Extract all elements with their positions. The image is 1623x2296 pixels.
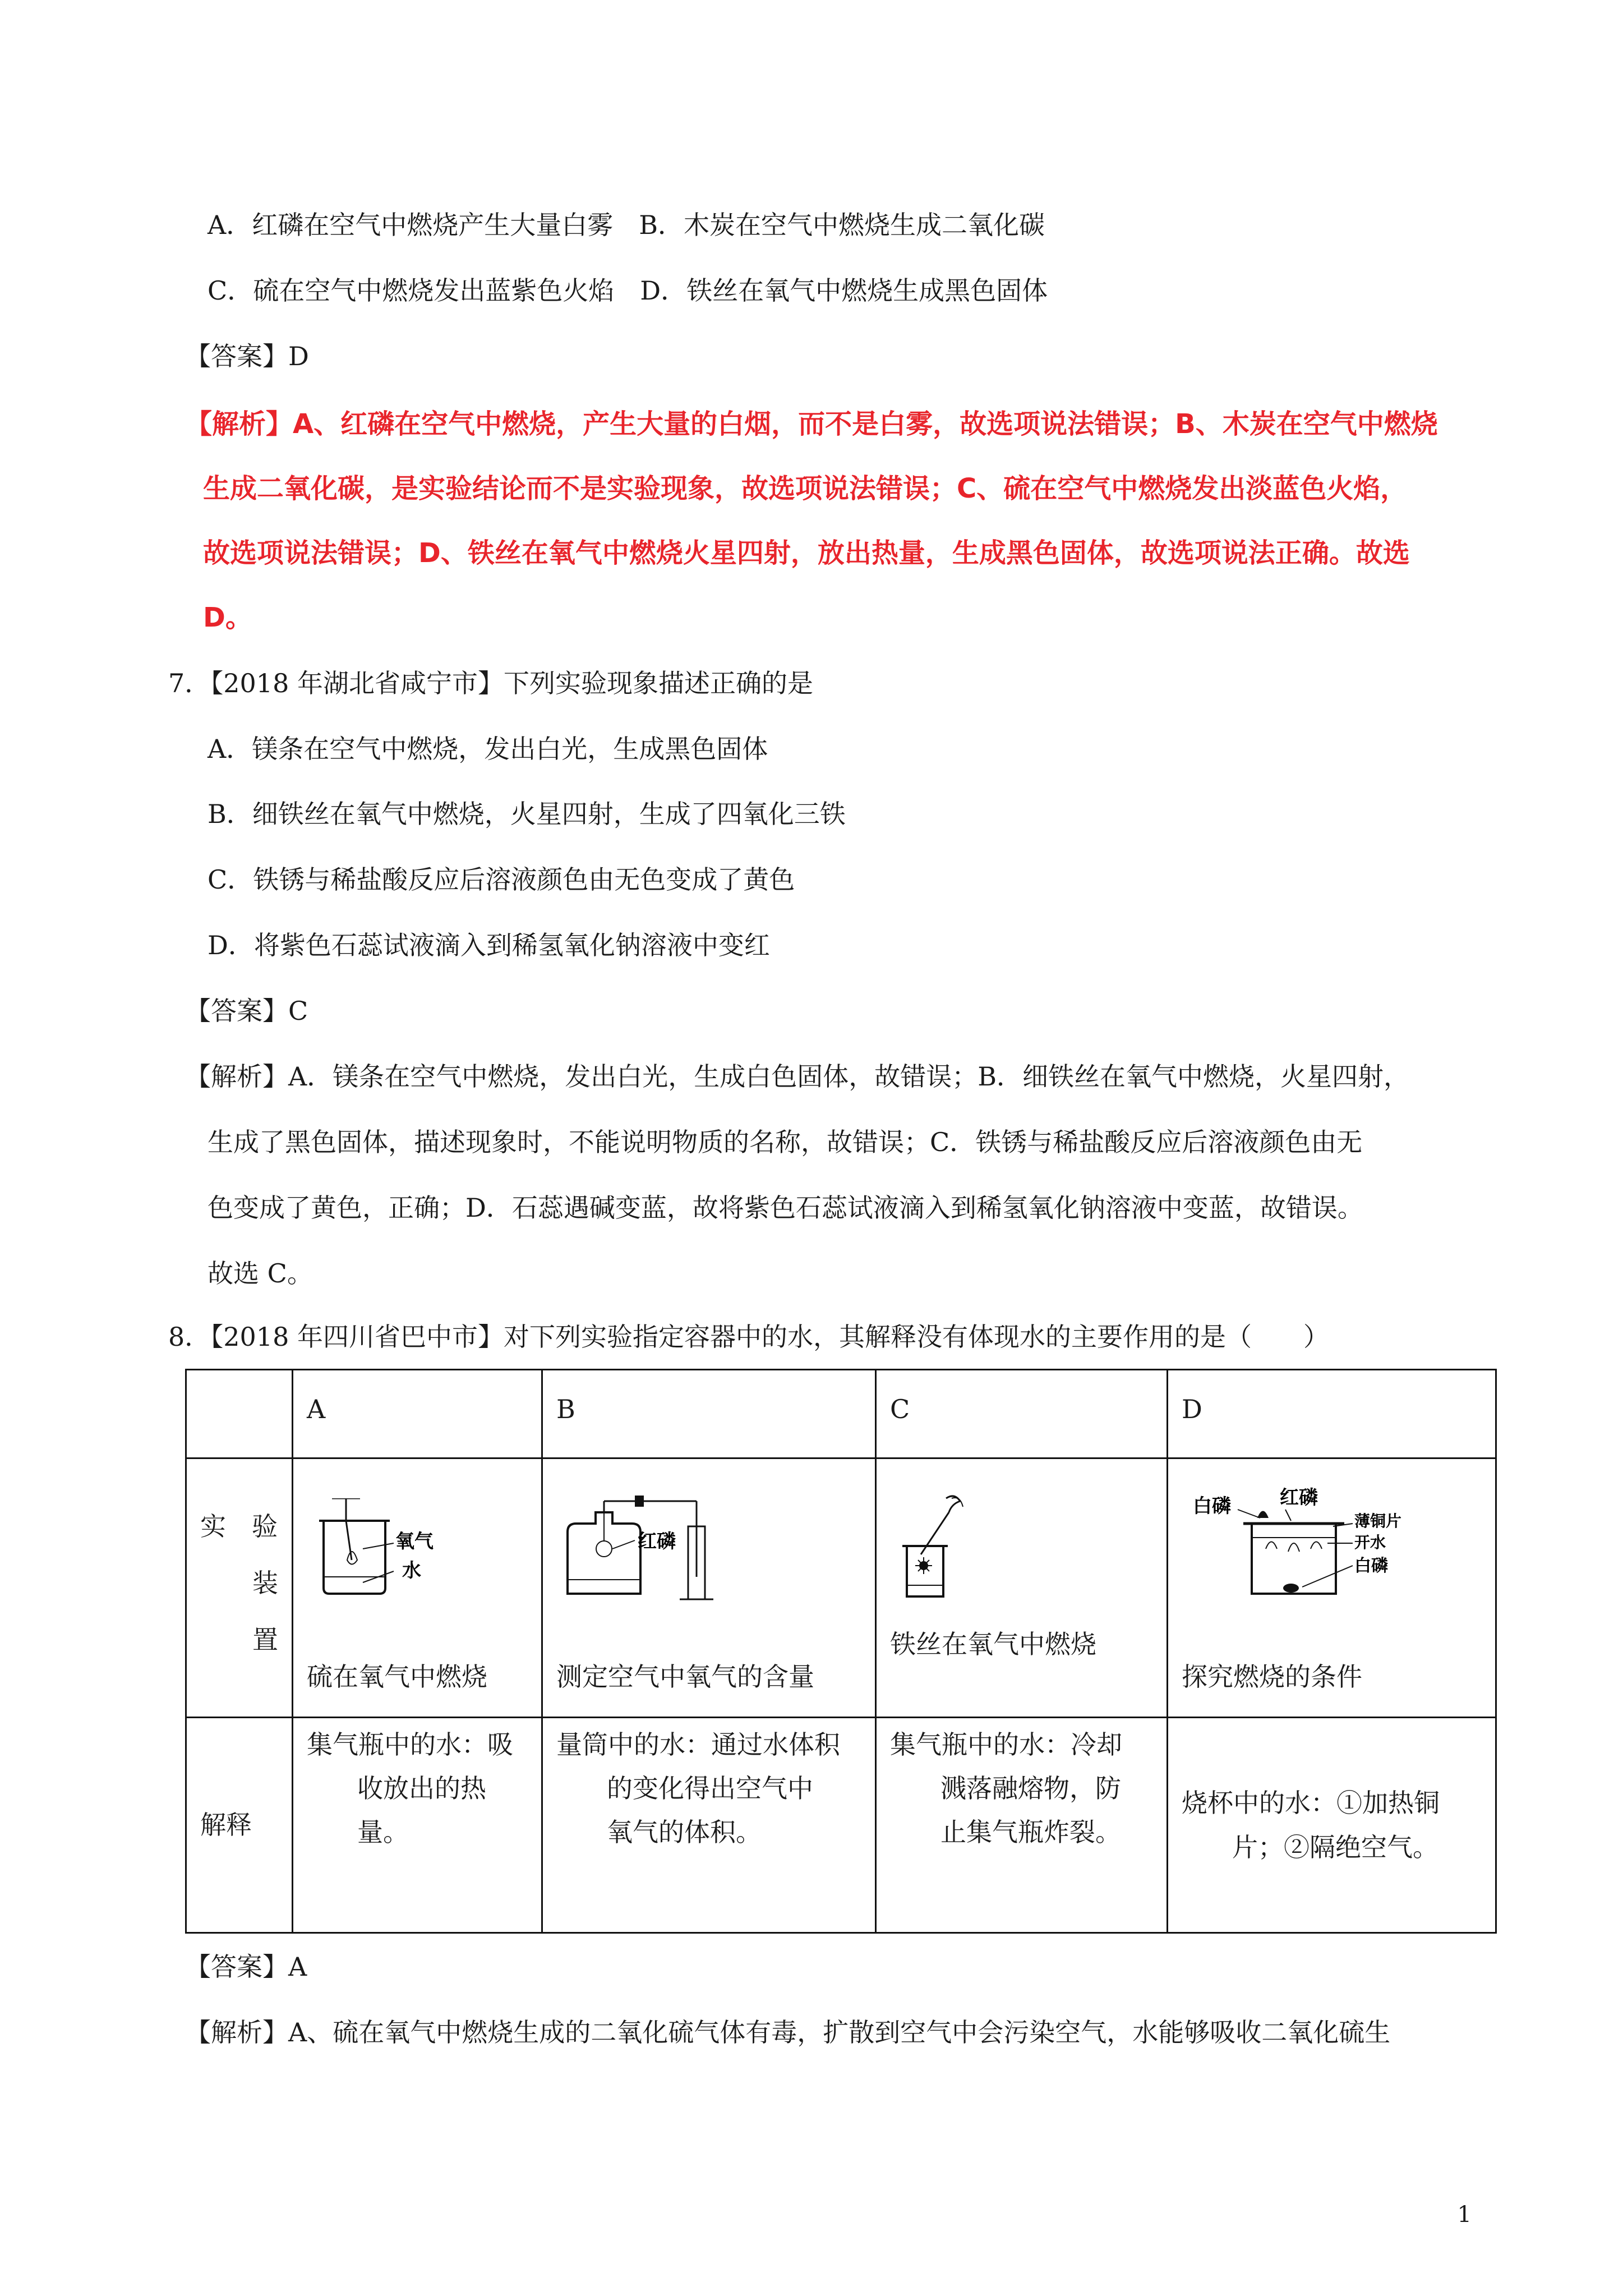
q8-caption-a: 硫在氧气中燃烧 xyxy=(307,1661,487,1692)
copper-sheet-label: 薄铜片 xyxy=(1354,1512,1402,1530)
water-label: 水 xyxy=(402,1559,421,1582)
q7-analysis-line: 色变成了黄色，正确；D．石蕊遇碱变蓝，故将紫色石蕊试液滴入到稀氢氧化钠溶液中变蓝，故错误。 xyxy=(208,1193,1363,1223)
hot-water-label: 开水 xyxy=(1354,1533,1386,1552)
q8-caption-b: 测定空气中氧气的含量 xyxy=(556,1661,814,1692)
q7-stem: 7．【2018 年湖北省咸宁市】下列实验现象描述正确的是 xyxy=(168,668,813,698)
q7-option: C．铁锈与稀盐酸反应后溶液颜色由无色变成了黄色 xyxy=(208,864,795,895)
q8-answer: 【答案】A xyxy=(185,1952,307,1982)
q7-option: A．镁条在空气中燃烧，发出白光，生成黑色固体 xyxy=(208,734,768,764)
sulfur-burning-diagram xyxy=(307,1498,528,1599)
q8-header-d: D xyxy=(1168,1370,1496,1458)
q8-header-c: C xyxy=(876,1370,1168,1458)
q6-analysis-line: D。 xyxy=(203,602,252,633)
oxygen-content-diagram xyxy=(556,1493,861,1605)
q8-analysis-line: 【解析】A、硫在氧气中燃烧生成的二氧化硫气体有毒，扩散到空气中会污染空气，水能够吸收二氧化硫生 xyxy=(185,2017,1391,2047)
q8-apparatus-b xyxy=(542,1458,876,1718)
q8-caption-c: 铁丝在氧气中燃烧 xyxy=(890,1628,1096,1659)
q8-table xyxy=(185,1369,1497,1934)
q8-header-empty xyxy=(186,1370,293,1458)
q6-analysis-line: 【解析】A、红磷在空气中燃烧，产生大量的白烟，而不是白雾，故选项说法错误；B、木炭在空气中燃烧 xyxy=(185,408,1438,440)
q6-option-cd: C．硫在空气中燃烧发出蓝紫色火焰 D．铁丝在氧气中燃烧生成黑色固体 xyxy=(208,275,1048,306)
q8-explanation-row xyxy=(186,1718,1496,1933)
q8-stem: 8．【2018 年四川省巴中市】对下列实验指定容器中的水，其解释没有体现水的主要作用的是（ ） xyxy=(168,1322,1329,1352)
q8-apparatus-row xyxy=(186,1458,1496,1718)
q8-apparatus-label: 实 验 装 置 xyxy=(186,1458,293,1718)
q7-analysis-line: 生成了黑色固体，描述现象时，不能说明物质的名称，故错误；C．铁锈与稀盐酸反应后溶液颜色由无 xyxy=(208,1127,1363,1157)
page-number: 1 xyxy=(1457,2202,1472,2228)
q6-option-ab: A．红磷在空气中燃烧产生大量白雾 B．木炭在空气中燃烧生成二氧化碳 xyxy=(208,210,1045,240)
q8-header-b: B xyxy=(542,1370,876,1458)
q7-option: D．将紫色石蕊试液滴入到稀氢氧化钠溶液中变红 xyxy=(208,930,770,960)
red-phosphorus-label: 红磷 xyxy=(638,1530,676,1553)
q7-answer: 【答案】C xyxy=(185,996,308,1026)
q8-explanation-d: 烧杯中的水：①加热铜 片；②隔绝空气。 xyxy=(1168,1718,1496,1933)
oxygen-label: 氧气 xyxy=(395,1530,434,1553)
q8-apparatus-c xyxy=(876,1458,1168,1718)
q6-analysis-line: 生成二氧化碳，是实验结论而不是实验现象，故选项说法错误；C、硫在空气中燃烧发出淡蓝色火焰， xyxy=(203,473,1408,504)
q7-analysis-line: 【解析】A．镁条在空气中燃烧，发出白光，生成白色固体，故错误；B．细铁丝在氧气中燃烧，火星四射， xyxy=(185,1061,1410,1092)
q8-header-a: A xyxy=(293,1370,542,1458)
q7-option: B．细铁丝在氧气中燃烧，火星四射，生成了四氧化三铁 xyxy=(208,799,846,829)
combustion-conditions-diagram xyxy=(1182,1487,1482,1605)
q8-explanation-c: 集气瓶中的水：冷却 溅落融熔物，防 止集气瓶炸裂。 xyxy=(876,1718,1168,1933)
q8-caption-d: 探究燃烧的条件 xyxy=(1182,1661,1362,1692)
red-phosphorus-label: 红磷 xyxy=(1280,1487,1318,1509)
q8-header-row xyxy=(186,1370,1496,1458)
q8-explanation-a: 集气瓶中的水：吸 收放出的热 量。 xyxy=(293,1718,542,1933)
white-phosphorus-top-label: 白磷 xyxy=(1193,1495,1231,1517)
q8-apparatus-d xyxy=(1168,1458,1496,1718)
q8-apparatus-a xyxy=(293,1458,542,1718)
white-phosphorus-bottom-label: 白磷 xyxy=(1354,1556,1388,1576)
q8-explanation-b: 量筒中的水：通过水体积 的变化得出空气中 氧气的体积。 xyxy=(542,1718,876,1933)
q6-answer: 【答案】D xyxy=(185,341,309,371)
iron-wire-burning-diagram xyxy=(890,1493,1153,1605)
q7-analysis-line: 故选 C。 xyxy=(208,1258,313,1289)
q6-analysis-line: 故选项说法错误；D、铁丝在氧气中燃烧火星四射，放出热量，生成黑色固体，故选项说法正确。故选 xyxy=(203,537,1410,569)
q8-explanation-label: 解释 xyxy=(186,1718,293,1933)
